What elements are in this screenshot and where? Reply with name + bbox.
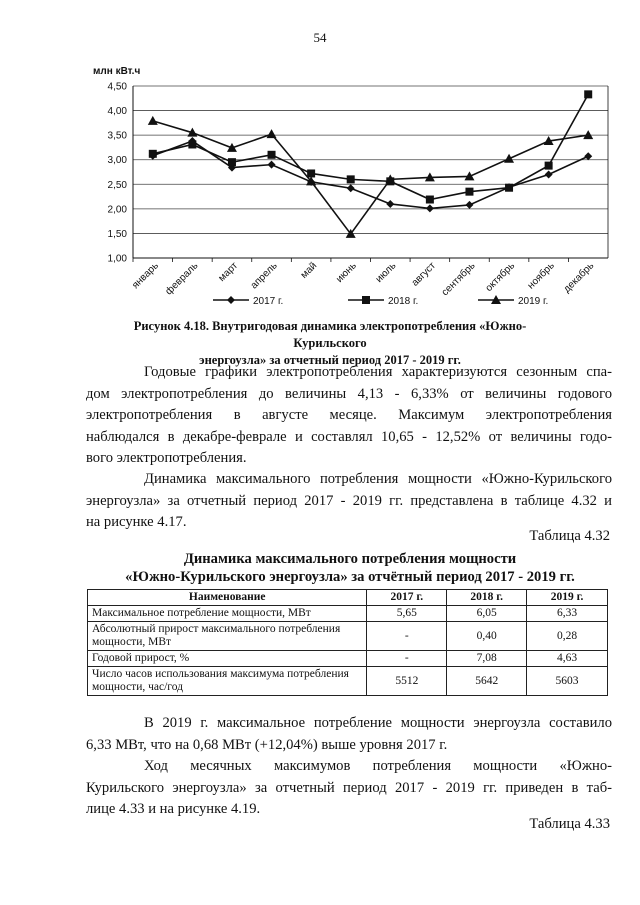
table-header-cell: 2017 г. (367, 590, 447, 606)
paragraph-4 (86, 756, 612, 821)
x-tick-label: июль (373, 260, 399, 286)
paragraph-1 (86, 362, 612, 470)
page-number: 54 (313, 30, 327, 45)
paragraph-line: 6,33 МВт, что на 0,68 МВт (+12,04%) выше уровня 2017 г. (86, 736, 448, 753)
table-title-line-2: «Южно-Курильского энергоузла» за отчётный период 2017 - 2019 гг. (125, 569, 575, 585)
electricity-consumption-chart (78, 62, 618, 312)
max-power-table (87, 589, 608, 696)
legend-label: 2019 г. (518, 296, 549, 307)
table-row (88, 622, 608, 651)
paragraph-line: В 2019 г. максимальное потребление мощности энергоузла составило (144, 715, 612, 731)
table-cell: Максимальное потребление мощности, МВт (88, 606, 367, 622)
y-axis-label: млн кВт.ч (93, 66, 141, 77)
series-square (149, 90, 592, 203)
table-cell: Число часов использования максимума потребления мощности, час/год (88, 667, 367, 696)
table-cell: 7,08 (447, 651, 527, 667)
table-cell: 5642 (447, 667, 527, 696)
paragraph-line: наблюдался в декабре-феврале и составлял 10,65 - 12,52% от величины годо- (86, 428, 612, 445)
data-point (268, 151, 276, 159)
paragraph-line: Курильского энергоузла» за отчетный период 2017 - 2019 гг. приведен в таб- (86, 779, 612, 796)
figure-caption-line-1: Рисунок 4.18. Внутригодовая динамика электропотребления «Южно-Курильского (133, 319, 527, 350)
table-header-row (88, 590, 608, 606)
data-point (307, 169, 315, 177)
data-point (465, 188, 473, 196)
x-tick-label: февраль (163, 260, 201, 298)
table-cell: 6,33 (527, 606, 608, 622)
y-tick-label: 1,50 (107, 228, 127, 240)
table-cell: - (367, 651, 447, 667)
x-tick-label: март (216, 260, 241, 284)
x-tick-label: январь (130, 260, 161, 292)
legend-label: 2018 г. (388, 296, 419, 307)
table-label-4-32: Таблица 4.32 (529, 528, 610, 544)
y-tick-label: 4,00 (107, 106, 127, 118)
table-cell: 0,28 (527, 622, 608, 651)
data-point (347, 184, 355, 192)
x-tick-label: сентябрь (439, 260, 478, 299)
paragraph-2 (86, 469, 612, 534)
table-title (80, 550, 620, 586)
table-cell: Годовой прирост, % (88, 651, 367, 667)
data-point (426, 204, 434, 212)
table-title-line-1: Динамика максимального потребления мощности (183, 551, 517, 567)
table-row (88, 606, 608, 622)
data-point (545, 162, 553, 170)
table-header-cell: 2019 г. (527, 590, 608, 606)
x-tick-label: ноябрь (525, 260, 557, 292)
x-tick-label: август (409, 260, 438, 289)
table-header-cell: Наименование (88, 590, 367, 606)
figure-caption-line-2: энергоузла» за отчетный период 2017 - 2019 гг. (199, 353, 461, 367)
data-point (347, 175, 355, 183)
data-point (584, 90, 592, 98)
data-point (149, 150, 157, 158)
legend-label: 2017 г. (253, 296, 284, 307)
paragraph-line: на рисунке 4.17. (86, 514, 187, 530)
series-line (153, 141, 588, 208)
series-line (153, 121, 588, 234)
paragraph-line: Динамика максимального потребления мощности «Южно-Курильского (144, 471, 612, 487)
paragraph-line: электропотребления в августе месяце. Максимум электропотребления (86, 407, 612, 423)
table-header-cell: 2018 г. (447, 590, 527, 606)
x-tick-label: октябрь (483, 260, 518, 294)
table-cell: 0,40 (447, 622, 527, 651)
legend-marker (227, 296, 235, 304)
data-point (583, 130, 593, 139)
table-cell: - (367, 622, 447, 651)
y-tick-label: 3,00 (107, 155, 127, 167)
y-tick-label: 4,50 (107, 81, 127, 93)
data-point (505, 184, 513, 192)
legend-marker (362, 296, 370, 304)
table-row (88, 651, 608, 667)
x-tick-label: декабрь (561, 260, 597, 296)
paragraph-line: энергоузла» за отчетный период 2017 - 2019 гг. представлена в таблице 4.32 и (86, 492, 612, 509)
y-tick-label: 1,00 (107, 253, 127, 265)
series-line (153, 94, 588, 199)
chart-legend (213, 295, 548, 307)
paragraph-line: вого электропотребления. (86, 450, 247, 466)
chart-series (148, 90, 593, 238)
table-cell: 5603 (527, 667, 608, 696)
data-point (386, 200, 394, 208)
data-point (268, 161, 276, 169)
x-tick-label: май (298, 260, 320, 281)
table-cell: 5,65 (367, 606, 447, 622)
table-cell: 4,63 (527, 651, 608, 667)
data-point (188, 140, 196, 148)
data-point (228, 158, 236, 166)
data-point (545, 170, 553, 178)
data-point (426, 196, 434, 204)
table-cell: 5512 (367, 667, 447, 696)
data-point (584, 152, 592, 160)
data-point (148, 116, 158, 125)
paragraph-line: Ход месячных максимумов потребления мощности «Южно- (144, 758, 612, 774)
x-tick-label: июнь (334, 260, 359, 285)
table-cell: 6,05 (447, 606, 527, 622)
series-triangle (148, 116, 593, 238)
paragraph-line: Годовые графики электропотребления характеризуются сезонным спа- (144, 364, 612, 380)
paragraph-line: лице 4.33 и на рисунке 4.19. (86, 801, 261, 817)
x-tick-label: апрель (248, 260, 280, 292)
data-point (504, 154, 514, 163)
paragraph-3 (86, 713, 612, 756)
y-tick-label: 3,50 (107, 130, 127, 142)
series-diamond (149, 137, 592, 212)
table-cell: Абсолютный прирост максимального потребления мощности, МВт (88, 622, 367, 651)
paragraph-line: дом электропотребления до величины 4,13 - 6,33% от величины годового (86, 385, 612, 402)
y-tick-label: 2,50 (107, 179, 127, 191)
data-point (465, 201, 473, 209)
data-point (267, 129, 277, 138)
table-row (88, 667, 608, 696)
table-label-4-33: Таблица 4.33 (529, 816, 610, 832)
y-tick-label: 2,00 (107, 204, 127, 216)
